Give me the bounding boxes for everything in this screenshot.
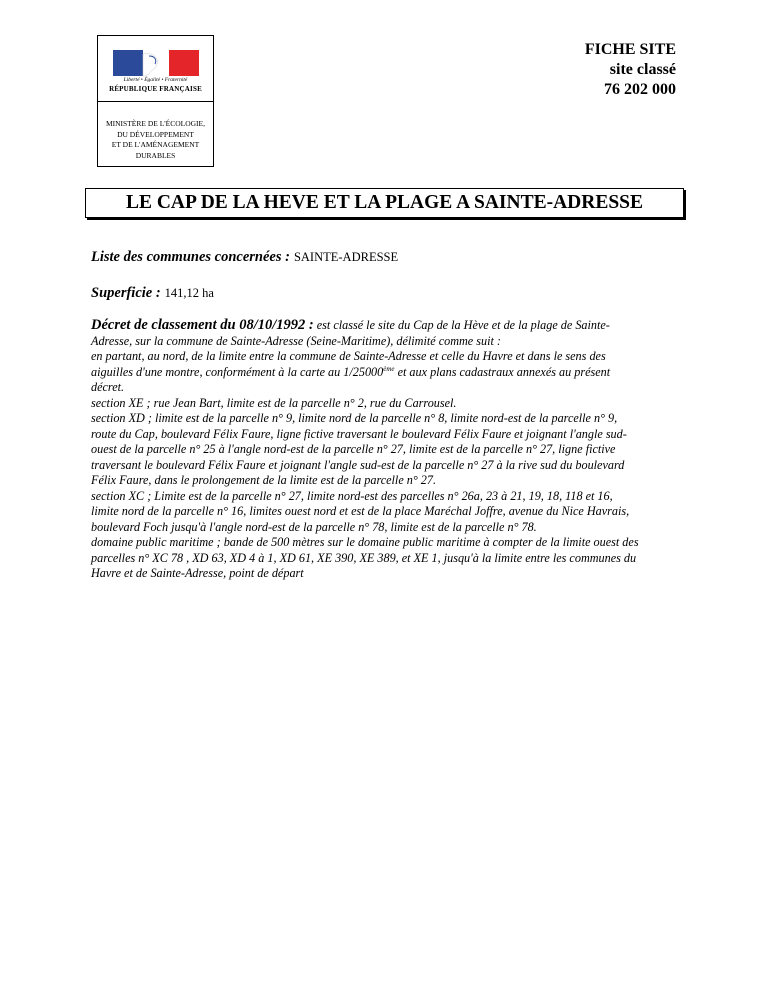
- ministry-line: MINISTÈRE DE L'ÉCOLOGIE,: [105, 119, 206, 128]
- superficie-label: Superficie :: [91, 285, 161, 301]
- decret-line: section XE ; rue Jean Bart, limite est de la parcelle n° 2, rue du Carrousel.: [91, 395, 457, 410]
- decret-line-suffix: et aux plans cadastraux annexés au présent: [394, 364, 611, 379]
- decret-line: route du Cap, boulevard Félix Faure, ligne fictive traversant le boulevard Félix Faure et joignant l'angle sud-: [91, 426, 627, 441]
- site-status: site classé: [609, 61, 676, 78]
- ministry-line: ET DE L'AMÉNAGEMENT: [111, 140, 200, 149]
- decret-line: traversant le boulevard Félix Faure et joignant l'angle sud-est de la parcelle n° 27 à la rive sud du boulevard: [91, 457, 625, 472]
- decret-line: boulevard Foch jusqu'à l'angle nord-est de la parcelle n° 78, limite est de la parcelle n° 78.: [91, 519, 537, 534]
- decret-line: [91, 365, 681, 381]
- government-logo: [97, 35, 214, 167]
- decret-line: section XD ; limite est de la parcelle n° 9, limite nord de la parcelle n° 8, limite nord-est de la parcelle n° 9,: [91, 411, 618, 425]
- communes-label: Liste des communes concernées :: [91, 249, 290, 265]
- decret-line: Havre et de Sainte-Adresse, point de départ: [91, 566, 304, 580]
- page-title: LE CAP DE LA HEVE ET LA PLAGE A SAINTE-ADRESSE: [125, 192, 644, 213]
- logo-divider: [98, 101, 213, 102]
- decret-line: domaine public maritime ; bande de 500 mètres sur le domaine public maritime à compter de la limite ouest des: [91, 535, 639, 549]
- decret-first-line: [91, 318, 681, 334]
- fiche-label: FICHE SITE: [584, 41, 676, 58]
- decret-line: parcelles n° XC 78 , XD 63, XD 4 à 1, XD 61, XE 390, XE 389, et XE 1, jusqu'à la limite entre les communes du: [91, 550, 637, 565]
- communes-field: [91, 248, 398, 266]
- ministry-line: DURABLES: [135, 150, 176, 160]
- decret-line: section XC ; Limite est de la parcelle n° 27, limite nord-est des parcelles n° 26a, 23 à 21, 19, 18, 118 et 16,: [91, 488, 613, 503]
- ministry-line: DU DÉVELOPPEMENT: [117, 129, 194, 139]
- decret-line: Adresse, sur la commune de Sainte-Adresse (Seine-Maritime), délimité comme suit :: [91, 333, 501, 348]
- decret-line-text: aiguilles d'une montre, conformément à la carte au 1/25000: [91, 364, 384, 379]
- communes-value: SAINTE-ADRESSE: [293, 250, 399, 264]
- decret-line: en partant, au nord, de la limite entre la commune de Sainte-Adresse et celle du Havre et dans le sens des: [91, 349, 606, 363]
- superficie-value: 141,12 ha: [164, 286, 214, 300]
- decret-intro: est classé le site du Cap de la Hève et de la plage de Sainte-: [316, 318, 610, 332]
- decret-section: [91, 318, 681, 582]
- decret-label: Décret de classement du 08/10/1992 :: [91, 317, 314, 333]
- decret-line: Félix Faure, dans le prolongement de la limite est de la parcelle n° 27.: [91, 473, 437, 487]
- fiche-header: [585, 40, 676, 100]
- page-title-box: [85, 188, 684, 218]
- decret-line: limite nord de la parcelle n° 16, limites ouest nord et est de la place Maréchal Joffre, avenue du Nice Havrais,: [91, 504, 630, 518]
- decret-line: décret.: [91, 380, 125, 394]
- republic-motto: Liberté • Égalité • Fraternité: [123, 77, 188, 83]
- ministry-name: [98, 119, 213, 161]
- decret-line: ouest de la parcelle n° 25 à l'angle nord-est de la parcelle n° 27, limite est de la parcelle n° 27, ligne fictive: [91, 442, 616, 456]
- republic-name: RÉPUBLIQUE FRANÇAISE: [109, 85, 202, 93]
- superficie-field: [91, 284, 214, 302]
- decret-superscript: ème: [383, 364, 395, 373]
- site-code: 76 202 000: [604, 81, 676, 98]
